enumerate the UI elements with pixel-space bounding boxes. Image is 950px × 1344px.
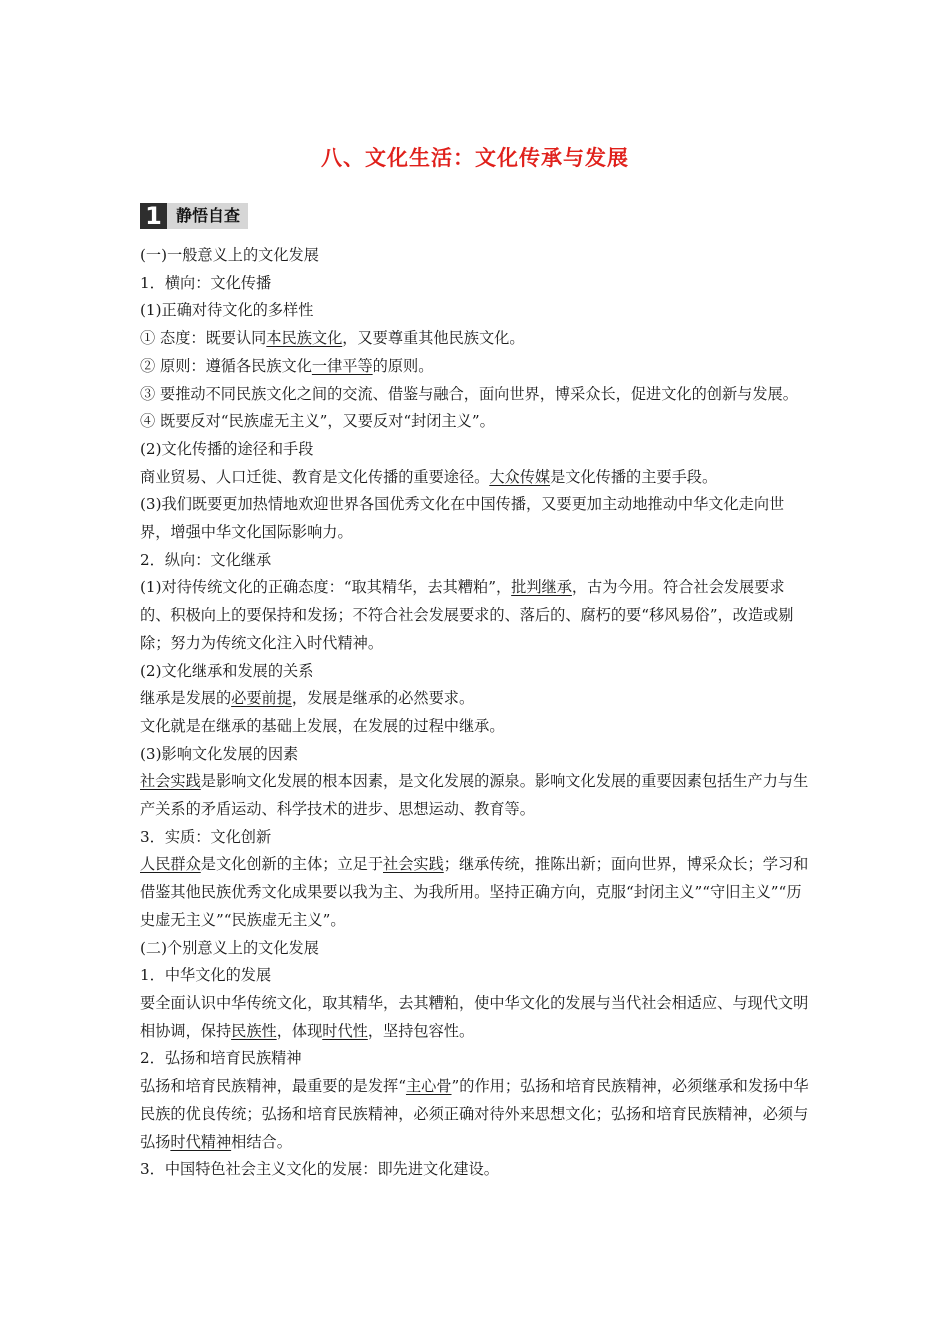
- document-body: [140, 242, 812, 1184]
- text-run: (3)我们既要更加热情地欢迎世界各国优秀文化在中国传播，又要更加主动地推动中华文化走向世界，增强中华文化国际影响力。: [140, 495, 785, 542]
- text-run: ④ 既要反对“民族虚无主义”，又要反对“封闭主义”。: [140, 412, 495, 431]
- underlined-keyword: 必要前提: [231, 689, 292, 708]
- text-run: 的原则。: [372, 356, 434, 375]
- text-run: 商业贸易、人口迁徙、教育是文化传播的重要途径。: [140, 467, 490, 486]
- text-run: ，发展是继承的必然要求。: [291, 689, 475, 708]
- text-run: ，又要尊重其他民族文化。: [342, 329, 525, 348]
- text-run: 3．实质：文化创新: [140, 827, 272, 846]
- text-run: ① 态度：既要认同: [140, 329, 267, 348]
- paragraph: [140, 1073, 812, 1156]
- paragraph: [140, 491, 812, 546]
- paragraph: [140, 464, 812, 492]
- text-run: 2．纵向：文化继承: [140, 550, 272, 569]
- underlined-keyword: 主心骨: [405, 1077, 452, 1096]
- text-run: ；继承传统，推陈出新；面向世界，博采众长；学习和借鉴其他民族优秀文化成果要以我为主、为我所用。坚持正确方向，克服“封闭主义”“守旧主义”“历史虚无主义”“民族虚无主义”。: [140, 855, 809, 929]
- text-run: (2)文化继承和发展的关系: [140, 661, 314, 680]
- underlined-keyword: 一律平等: [311, 356, 373, 375]
- text-run: ，坚持包容性。: [367, 1021, 475, 1040]
- paragraph: [140, 962, 812, 990]
- paragraph: [140, 325, 812, 353]
- text-run: ③ 要推动不同民族文化之间的交流、借鉴与融合，面向世界，博采众长，促进文化的创新与发展。: [140, 384, 798, 403]
- text-run: 1．横向：文化传播: [140, 273, 272, 292]
- text-run: (1)正确对待文化的多样性: [140, 301, 314, 320]
- text-run: (一)一般意义上的文化发展: [140, 246, 319, 264]
- paragraph: [140, 574, 812, 657]
- paragraph: [140, 381, 812, 409]
- underlined-keyword: 批判继承: [511, 578, 572, 597]
- text-run: 是文化创新的主体；立足于: [200, 855, 383, 874]
- paragraph: [140, 1045, 812, 1073]
- text-run: (1)对待传统文化的正确态度：“取其精华，去其糟粕”，: [140, 578, 512, 597]
- underlined-keyword: 人民群众: [140, 855, 201, 874]
- text-run: 文化就是在继承的基础上发展，在发展的过程中继承。: [140, 716, 505, 735]
- paragraph: [140, 242, 812, 270]
- underlined-keyword: 时代性: [322, 1021, 368, 1040]
- paragraph: [140, 353, 812, 381]
- text-run: (2)文化传播的途径和手段: [140, 439, 314, 458]
- underlined-keyword: 社会实践: [140, 772, 201, 791]
- paragraph: [140, 685, 812, 713]
- text-run: 3．中国特色社会主义文化的发展：即先进文化建设。: [140, 1160, 499, 1179]
- text-run: (3)影响文化发展的因素: [140, 744, 299, 763]
- paragraph: [140, 713, 812, 741]
- text-run: ，古为今用。符合社会发展要求的、积极向上的要保持和发扬；不符合社会发展要求的、落后的、腐朽的要“移风易俗”，改造或剔除；努力为传统文化注入时代精神。: [140, 578, 794, 652]
- paragraph: [140, 297, 812, 325]
- paragraph: [140, 408, 812, 436]
- paragraph: [140, 741, 812, 769]
- text-run: ”的作用；弘扬和培育民族精神，必须继承和发扬中华民族的优良传统；弘扬和培育民族精神，必须正确对待外来思想文化；弘扬和培育民族精神，必须与弘扬: [140, 1077, 809, 1151]
- paragraph: [140, 824, 812, 852]
- section-header: [140, 203, 248, 229]
- paragraph: [140, 658, 812, 686]
- text-run: (二)个别意义上的文化发展: [140, 938, 319, 957]
- text-run: 继承是发展的: [140, 689, 232, 708]
- paragraph: [140, 990, 812, 1045]
- paragraph: [140, 851, 812, 934]
- paragraph: [140, 1156, 812, 1184]
- underlined-keyword: 社会实践: [383, 855, 444, 874]
- section-number-badge: 1: [140, 203, 167, 229]
- text-run: 相结合。: [231, 1132, 292, 1151]
- paragraph: [140, 768, 812, 823]
- underlined-keyword: 大众传媒: [489, 467, 551, 486]
- underlined-keyword: 时代精神: [170, 1132, 232, 1151]
- text-run: 是文化传播的主要手段。: [550, 467, 718, 486]
- paragraph: [140, 270, 812, 298]
- underlined-keyword: 本民族文化: [266, 329, 343, 348]
- text-run: 2．弘扬和培育民族精神: [140, 1049, 302, 1068]
- text-run: 是影响文化发展的根本因素，是文化发展的源泉。影响文化发展的重要因素包括生产力与生产关系的矛盾运动、科学技术的进步、思想运动、教育等。: [140, 772, 809, 819]
- paragraph: [140, 436, 812, 464]
- text-run: ，体现: [276, 1021, 323, 1040]
- text-run: 要全面认识中华传统文化，取其精华，去其糟粕，使中华文化的发展与当代社会相适应、与现代文明相协调，保持: [140, 993, 809, 1040]
- underlined-keyword: 民族性: [231, 1021, 277, 1040]
- section-label: 静悟自查: [167, 203, 248, 229]
- text-run: 弘扬和培育民族精神，最重要的是发挥“: [140, 1077, 406, 1096]
- paragraph: [140, 935, 812, 963]
- page-title: 八、文化生活：文化传承与发展: [321, 146, 629, 170]
- text-run: ② 原则：遵循各民族文化: [140, 356, 312, 375]
- text-run: 1．中华文化的发展: [140, 966, 272, 985]
- paragraph: [140, 547, 812, 575]
